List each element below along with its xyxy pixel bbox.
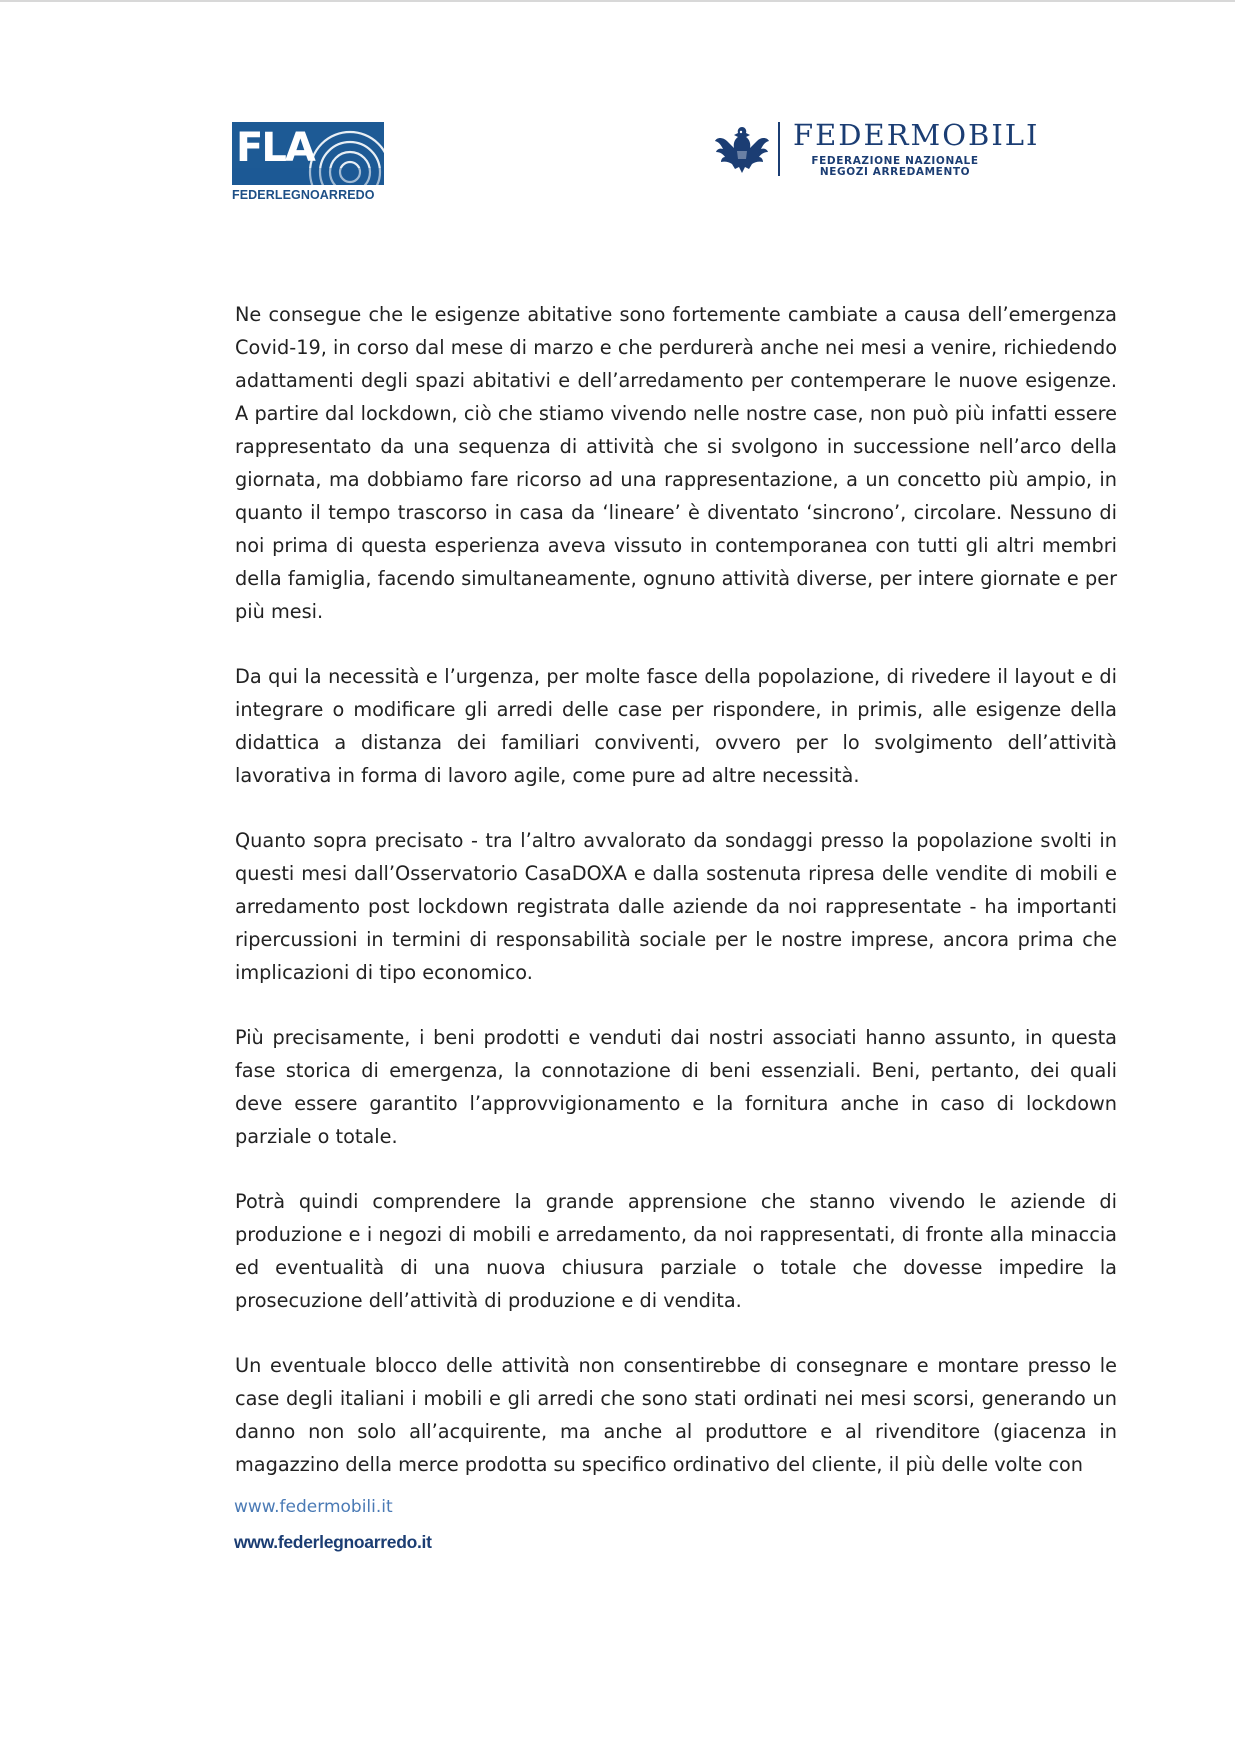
page-top-rule bbox=[0, 0, 1235, 2]
federlegnoarredo-website-link[interactable]: www.federlegnoarredo.it bbox=[234, 1532, 432, 1552]
fla-logo-letters: FLA bbox=[236, 125, 314, 171]
footer-links bbox=[234, 1494, 432, 1555]
fla-logo bbox=[232, 122, 387, 204]
federmobili-logo bbox=[713, 118, 1040, 182]
federmobili-subtitle-line-1: FEDERAZIONE NAZIONALE bbox=[811, 155, 979, 167]
federmobili-logo-name: FEDERMOBILI bbox=[793, 118, 1040, 152]
federmobili-subtitle-line-2: NEGOZI ARREDAMENTO bbox=[819, 166, 971, 178]
body-paragraph-2: Da qui la necessità e l’urgenza, per molte fasce della popolazione, di rivedere il layout e di integrare o modificare gli arredi delle case per rispondere, in primis, alle esigenze della didattica a distanza dei familiari conviventi, ovvero per lo svolgimento dell’attività lavorativa in forma di lavoro agile, come pure ad altre necessità. bbox=[235, 665, 1117, 787]
letter-body bbox=[235, 298, 1117, 1513]
body-paragraph-5: Potrà quindi comprendere la grande apprensione che stanno vivendo le aziende di produzione e i negozi di mobili e arredamento, da noi rappresentati, di fronte alla minaccia ed eventualità di una nuova chiusura parziale o totale che dovesse impedire la prosecuzione dell’attività di produzione e di vendita. bbox=[235, 1190, 1117, 1312]
federmobili-logo-subtitle bbox=[795, 156, 995, 178]
body-paragraph-4: Più precisamente, i beni prodotti e venduti dai nostri associati hanno assunto, in questa fase storica di emergenza, la connotazione di beni essenziali. Beni, pertanto, dei quali deve essere garantito l’approvvigionamento e la fornitura anche in caso di lockdown parziale o totale. bbox=[235, 1026, 1117, 1148]
fla-logo-caption: FEDERLEGNOARREDO bbox=[232, 188, 375, 202]
body-paragraph-6: Un eventuale blocco delle attività non consentirebbe di consegnare e montare presso le case degli italiani i mobili e gli arredi che sono stati ordinati nei mesi scorsi, generando un danno non solo all’acquirente, ma anche al produttore e al rivenditore (giacenza in magazzino della merce prodotta su specifico ordinativo del cliente, il più delle volte con bbox=[235, 1354, 1117, 1476]
body-paragraph-3: Quanto sopra precisato - tra l’altro avvalorato da sondaggi presso la popolazione svolti in questi mesi dall’Osservatorio CasaDOXA e dalla sostenuta ripresa delle vendite di mobili e arredamento post lockdown registrata dalle aziende da noi rappresentate - ha importanti ripercussioni in termini di responsabilità sociale per le nostre imprese, ancora prima che implicazioni di tipo economico. bbox=[235, 829, 1117, 984]
federmobili-logo-separator bbox=[778, 122, 780, 176]
fla-logo-block bbox=[232, 122, 384, 185]
federmobili-website-link[interactable]: www.federmobili.it bbox=[234, 1497, 393, 1517]
body-paragraph-1: Ne consegue che le esigenze abitative sono fortemente cambiate a causa dell’emergenza Covid-19, in corso dal mese di marzo e che perdurerà anche nei mesi a venire, richiedendo adattamenti degli spazi abitativi e dell’arredamento per contemperare le nuove esigenze. A partire dal lockdown, ciò che stiamo vivendo nelle nostre case, non può più infatti essere rappresentato da una sequenza di attività che si svolgono in successione nell’arco della giornata, ma dobbiamo fare ricorso ad una rappresentazione, a un concetto più ampio, in quanto il tempo trascorso in casa da ‘lineare’ è diventato ‘sincrono’, circolare. Nessuno di noi prima di questa esperienza aveva vissuto in contemporanea con tutti gli altri membri della famiglia, facendo simultaneamente, ognuno attività diverse, per intere giornate e per più mesi. bbox=[235, 303, 1117, 623]
federmobili-eagle-icon bbox=[713, 123, 771, 175]
